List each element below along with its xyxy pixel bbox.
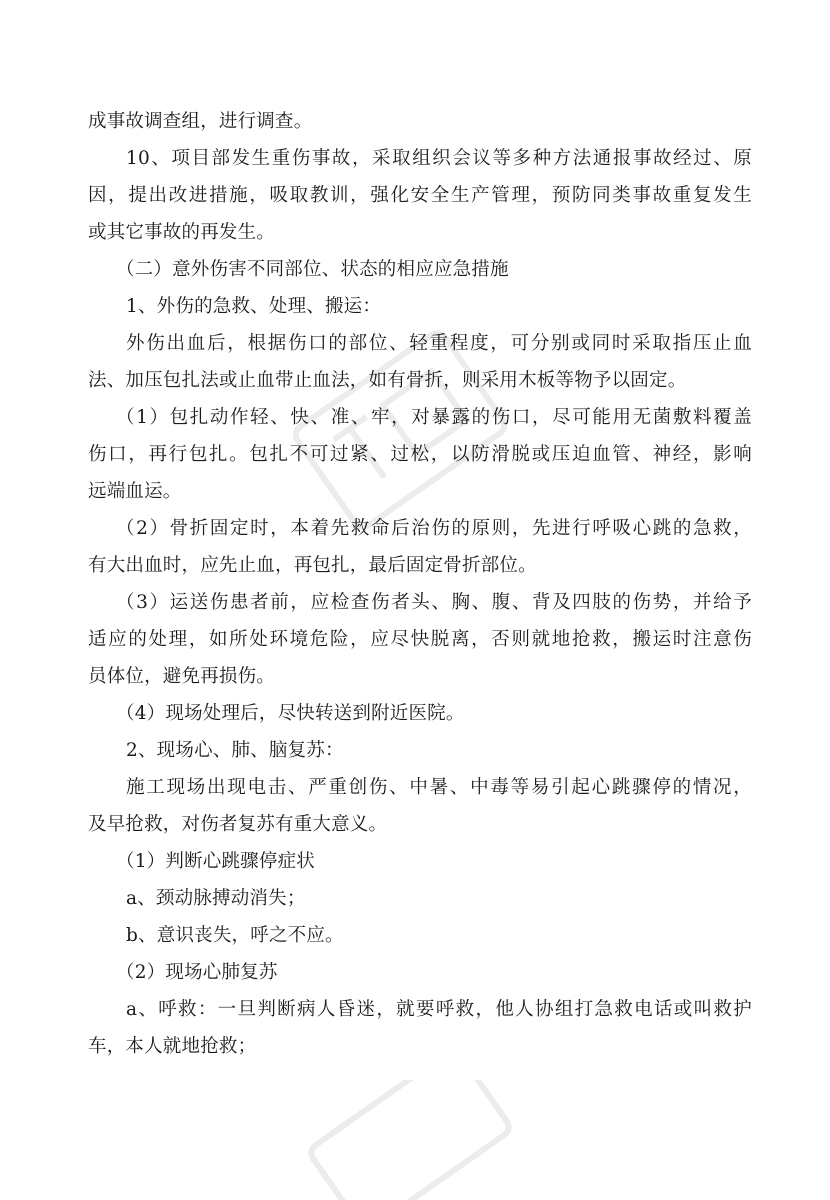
- list-item: b、意识丧失，呼之不应。: [126, 925, 344, 946]
- paragraph-line: 法、加压包扎法或止血带止血法，如有骨折，则采用木板等物予以固定。: [88, 370, 687, 391]
- paragraph-line: 外伤出血后，根据伤口的部位、轻重程度，可分别或同时采取指压止血: [126, 333, 752, 354]
- list-heading: （2）现场心肺复苏: [116, 962, 278, 983]
- paragraph-line: 因，提出改进措施，吸取教训，强化安全生产管理，预防同类事故重复发生: [88, 185, 752, 206]
- paragraph-line: 10、项目部发生重伤事故，采取组织会议等多种方法通报事故经过、原: [126, 148, 752, 169]
- paragraph-line: 车，本人就地抢救；: [88, 1036, 257, 1057]
- paragraph-line: 远端血运。: [88, 481, 182, 502]
- paragraph-line: 有大出血时，应先止血，再包扎，最后固定骨折部位。: [88, 555, 537, 576]
- paragraph-line: 员体位，避免再损伤。: [88, 666, 276, 687]
- section-heading: （二）意外伤害不同部位、状态的相应应急措施: [116, 259, 509, 280]
- document-body: [88, 103, 752, 1065]
- list-item: a、呼救：一旦判断病人昏迷，就要呼救，他人协组打急救电话或叫救护: [126, 999, 752, 1020]
- paragraph-line: 成事故调查组，进行调查。: [88, 111, 313, 132]
- paragraph-line: 及早抢救，对伤者复苏有重大意义。: [88, 814, 388, 835]
- watermark-icon: [280, 1080, 540, 1200]
- list-item: a、颈动脉搏动消失；: [126, 888, 306, 909]
- paragraph-line: （2）骨折固定时，本着先救命后治伤的原则，先进行呼吸心跳的急救，: [116, 518, 752, 539]
- list-heading: （1）判断心跳骤停症状: [116, 851, 315, 872]
- paragraph-line: （4）现场处理后，尽快转送到附近医院。: [116, 703, 465, 724]
- paragraph-line: 伤口，再行包扎。包扎不可过紧、过松，以防滑脱或压迫血管、神经，影响: [88, 444, 752, 465]
- paragraph-line: 适应的处理，如所处环境危险，应尽快脱离，否则就地抢救，搬运时注意伤: [88, 629, 752, 650]
- paragraph-line: （3）运送伤患者前，应检查伤者头、胸、腹、背及四肢的伤势，并给予: [116, 592, 752, 613]
- subsection-heading: 2、现场心、肺、脑复苏：: [126, 740, 344, 761]
- subsection-heading: 1、外伤的急救、处理、搬运：: [126, 296, 382, 317]
- paragraph-line: 施工现场出现电击、严重创伤、中暑、中毒等易引起心跳骤停的情况，: [126, 777, 752, 798]
- paragraph-line: 或其它事故的再发生。: [88, 222, 276, 243]
- paragraph-line: （1）包扎动作轻、快、准、牢，对暴露的伤口，尽可能用无菌敷料覆盖: [116, 407, 752, 428]
